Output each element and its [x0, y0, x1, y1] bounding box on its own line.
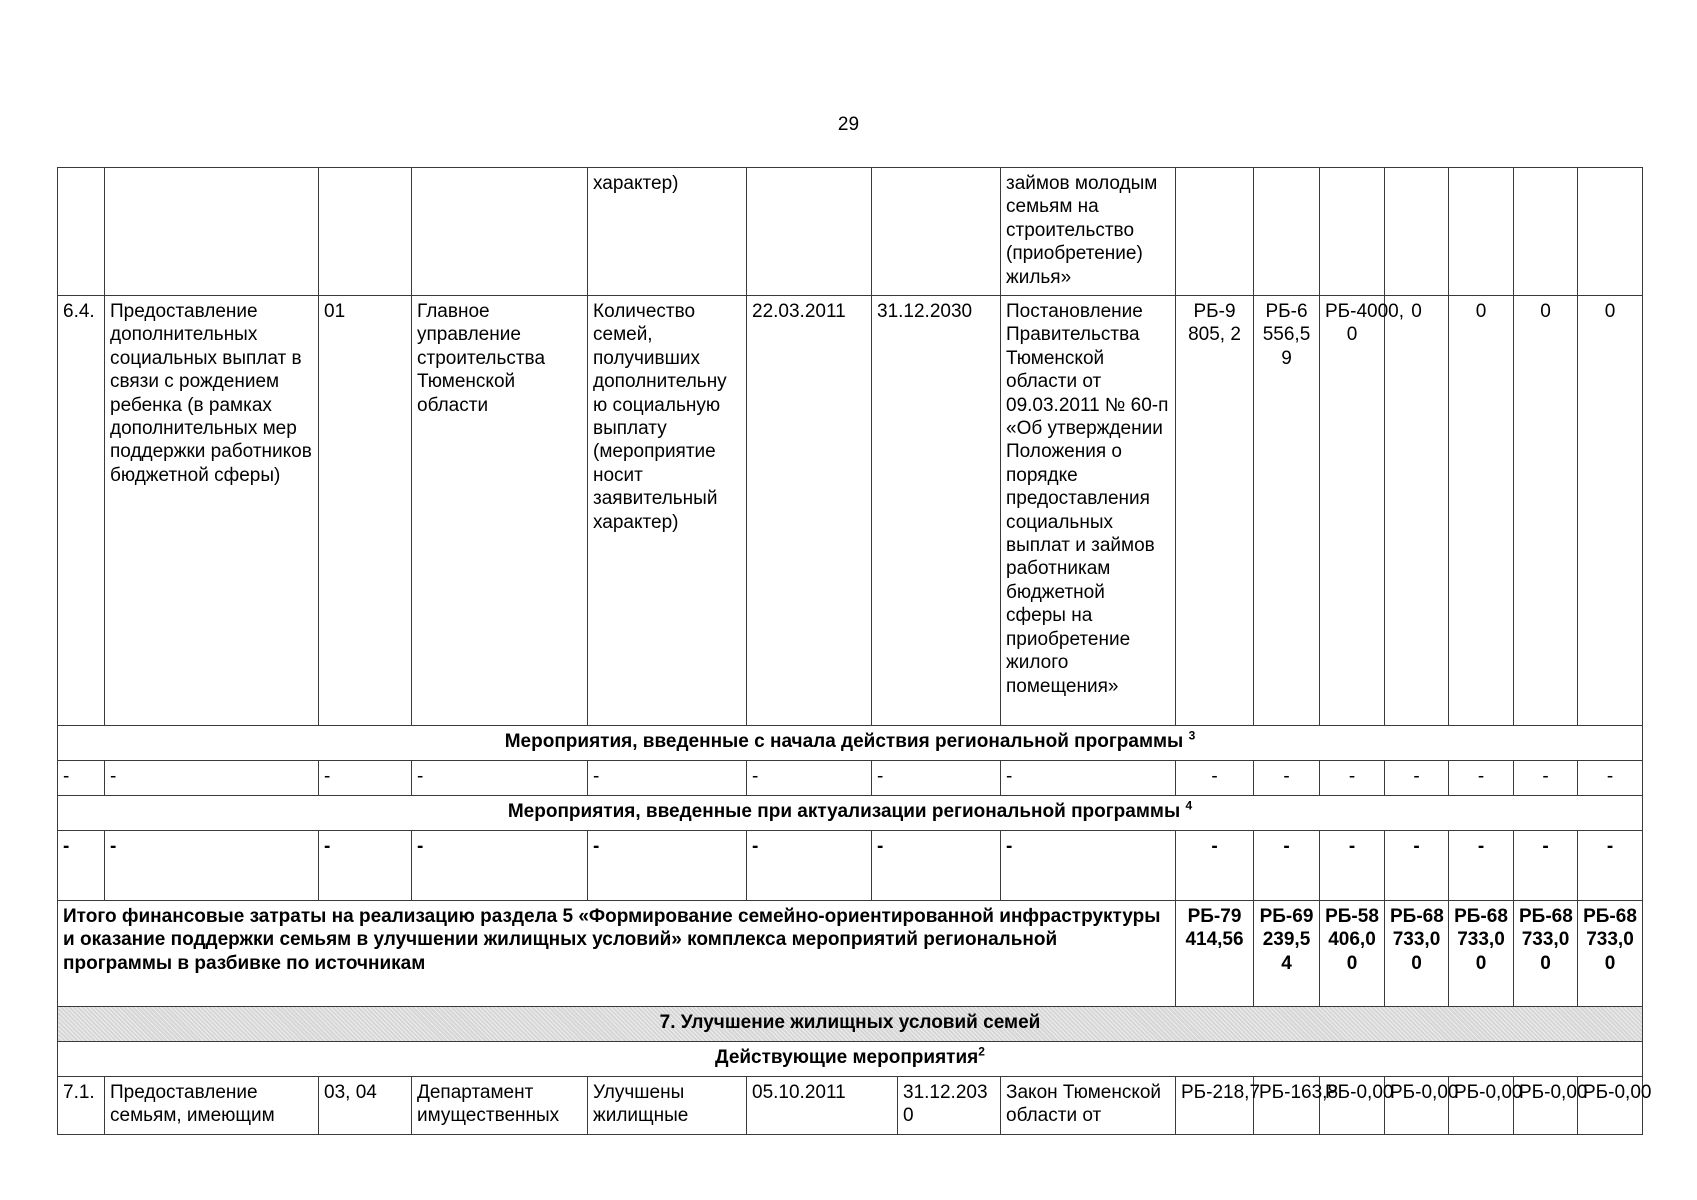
dash-cell: - [1514, 831, 1578, 901]
dash-cell: - [747, 831, 872, 901]
legal-basis-cell: займов молодым семьям на строительство (приобретение) жилья» [1001, 168, 1176, 296]
funding-year-4: 0 [1385, 296, 1449, 726]
legal-basis: Закон Тюменской области от [1001, 1077, 1176, 1135]
dash-cell: - [747, 761, 872, 796]
dash-cell: - [588, 761, 747, 796]
funding-year-6: 0 [1514, 296, 1578, 726]
dash-cell: - [1449, 831, 1514, 901]
measure-code: 01 [319, 296, 412, 726]
dash-cell: - [58, 831, 105, 901]
section-title: Мероприятия, введенные с начала действия региональной программы [504, 731, 1184, 752]
start-date: 22.03.2011 [747, 296, 872, 726]
measures-table [57, 167, 1652, 1135]
start-date: 05.10.2011 [747, 1077, 898, 1135]
funding-year-5: 0 [1449, 296, 1514, 726]
section-title: Действующие мероприятия [715, 1047, 979, 1068]
section-row-updated [58, 796, 1643, 831]
total-year-3: РБ-58 406,0 0 [1320, 901, 1385, 1007]
dash-cell: - [412, 831, 588, 901]
executor: Департамент имущественных [412, 1077, 588, 1135]
total-year-6: РБ-68 733,0 0 [1514, 901, 1578, 1007]
row-number: 7.1. [58, 1077, 105, 1135]
funding-year-7: РБ-0,00 [1578, 1077, 1643, 1135]
dash-cell: - [872, 831, 1001, 901]
funding-year-3: РБ-0,00 [1320, 1077, 1385, 1135]
dash-cell: - [1254, 831, 1320, 901]
dash-cell: - [1578, 761, 1643, 796]
dash-cell: - [1176, 831, 1254, 901]
funding-year-2: РБ-163,8 [1254, 1077, 1320, 1135]
funding-year-1: РБ-218,7 [1176, 1077, 1254, 1135]
total-year-4: РБ-68 733,0 0 [1385, 901, 1449, 1007]
table-row-continuation [58, 168, 1643, 296]
funding-year-7: 0 [1578, 296, 1643, 726]
dash-cell: - [1385, 761, 1449, 796]
total-year-2: РБ-69 239,5 4 [1254, 901, 1320, 1007]
section-7-title: 7. Улучшение жилищных условий семей [58, 1007, 1643, 1042]
page-number: 29 [837, 114, 860, 135]
dash-cell: - [105, 831, 319, 901]
table-row-total [58, 901, 1643, 1007]
funding-year-1: РБ-9 805, 2 [1176, 296, 1254, 726]
dash-cell: - [1320, 761, 1385, 796]
funding-year-4: РБ-0,00 [1385, 1077, 1449, 1135]
table-row-6-4 [58, 296, 1643, 726]
total-year-1: РБ-79 414,56 [1176, 901, 1254, 1007]
funding-year-2: РБ-6 556,5 9 [1254, 296, 1320, 726]
table-row-dash-bold [58, 831, 1643, 901]
footnote-mark: 3 [1188, 728, 1196, 743]
dash-cell: - [319, 761, 412, 796]
indicator: Улучшены жилищные [588, 1077, 747, 1135]
table-row-7-1 [58, 1077, 1643, 1135]
measure-name: Предоставление дополнительных социальных выплат в связи с рождением ребенка (в рамках дополнительных мер поддержки работников бюджетной сферы) [105, 296, 319, 726]
dash-cell: - [1001, 831, 1176, 901]
dash-cell: - [588, 831, 747, 901]
dash-cell: - [1320, 831, 1385, 901]
end-date: 31.12.2030 [872, 296, 1001, 726]
end-date: 31.12.203 0 [898, 1077, 1001, 1135]
dash-cell: - [872, 761, 1001, 796]
indicator: Количество семей, получивших дополнительну ю социальную выплату (мероприятие носит заявительный характер) [588, 296, 747, 726]
dash-cell: - [105, 761, 319, 796]
funding-year-6: РБ-0,00 [1514, 1077, 1578, 1135]
dash-cell: - [1514, 761, 1578, 796]
section-row-7 [58, 1007, 1643, 1042]
indicator-cell: характер) [588, 168, 747, 296]
dash-cell: - [1254, 761, 1320, 796]
section-row-active [58, 1042, 1643, 1077]
total-year-7: РБ-68 733,0 0 [1578, 901, 1643, 1007]
dash-cell: - [1449, 761, 1514, 796]
total-year-5: РБ-68 733,0 0 [1449, 901, 1514, 1007]
dash-cell: - [319, 831, 412, 901]
funding-year-5: РБ-0,00 [1449, 1077, 1514, 1135]
footnote-mark: 2 [978, 1044, 985, 1059]
dash-cell: - [58, 761, 105, 796]
footnote-mark: 4 [1185, 798, 1193, 813]
section-row-introduced [58, 726, 1643, 761]
dash-cell: - [412, 761, 588, 796]
funding-year-3: РБ-4000, 0 [1320, 296, 1385, 726]
section-title: Мероприятия, введенные при актуализации региональной программы [507, 801, 1181, 822]
dash-cell: - [1385, 831, 1449, 901]
dash-cell: - [1176, 761, 1254, 796]
dash-cell: - [1578, 831, 1643, 901]
total-label: Итого финансовые затраты на реализацию раздела 5 «Формирование семейно-ориентированной инфраструктуры и оказание поддержки семьям в улучшении жилищных условий» комплекса мероприятий региональной программы в разбивке по источникам [58, 901, 1176, 1007]
measure-name: Предоставление семьям, имеющим [105, 1077, 319, 1135]
dash-cell: - [1001, 761, 1176, 796]
row-number: 6.4. [58, 296, 105, 726]
measure-code: 03, 04 [319, 1077, 412, 1135]
executor: Главное управление строительства Тюменской области [412, 296, 588, 726]
legal-basis: Постановление Правительства Тюменской области от 09.03.2011 № 60-п «Об утверждении Положения о порядке предоставления социальных выплат и займов работникам бюджетной сферы на приобретение жилого помещения» [1001, 296, 1176, 726]
table-row-dash [58, 761, 1643, 796]
